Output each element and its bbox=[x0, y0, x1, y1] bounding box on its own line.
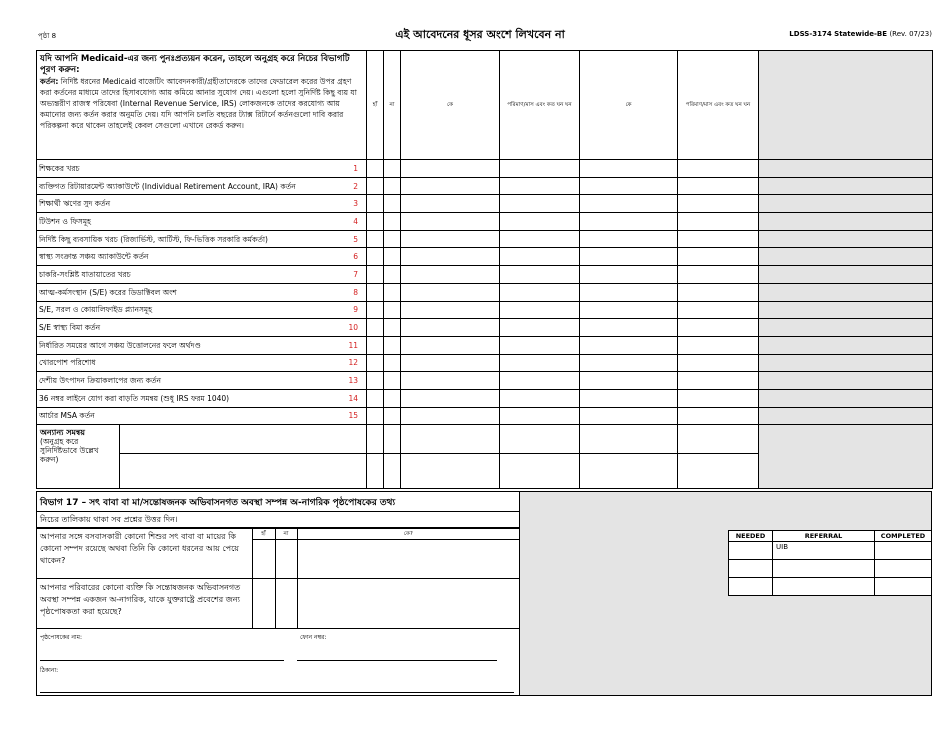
deduction-label bbox=[37, 160, 367, 178]
shaded-cell bbox=[759, 195, 933, 213]
deduction-row bbox=[37, 354, 933, 372]
sponsor-name-field[interactable] bbox=[40, 660, 284, 661]
referral-cell bbox=[773, 560, 875, 578]
deduction-row bbox=[37, 372, 933, 390]
amount-field[interactable] bbox=[678, 319, 759, 337]
amount-field[interactable] bbox=[678, 177, 759, 195]
deduction-label bbox=[37, 195, 367, 213]
deduction-text: খোরপোশ পরিশোধ bbox=[39, 358, 96, 368]
other-who-1-cell bbox=[401, 425, 500, 489]
who-field[interactable] bbox=[401, 319, 500, 337]
deductions-intro-title: যদি আপনি Medicaid-এর জন্য পুনঃপ্রত্যয়ন করেন, তাহলে অনুগ্রহ করে নিচের বিভাগটি পূরণ করুন: bbox=[40, 54, 350, 75]
referral-cell bbox=[875, 578, 932, 596]
who-field[interactable] bbox=[580, 301, 678, 319]
referral-cell: UIB bbox=[773, 542, 875, 560]
checkbox-no[interactable] bbox=[384, 283, 401, 301]
amount-field[interactable] bbox=[678, 336, 759, 354]
who-field[interactable] bbox=[401, 160, 500, 178]
deduction-row bbox=[37, 266, 933, 284]
who-field[interactable] bbox=[401, 248, 500, 266]
deduction-row bbox=[37, 160, 933, 178]
referral-row bbox=[729, 578, 932, 596]
who-field[interactable] bbox=[580, 160, 678, 178]
deduction-text: নির্দিষ্ট কিছু ব্যবসায়িক খরচ (রিজার্ভিস্ট, আর্টিস্ট, ফি-ভিত্তিক সরকারি কর্মকর্তা) bbox=[39, 234, 268, 244]
checkbox-yes[interactable] bbox=[367, 336, 384, 354]
referral-cell bbox=[875, 560, 932, 578]
referral-header: NEEDED bbox=[729, 531, 773, 542]
checkbox-yes[interactable] bbox=[367, 454, 383, 488]
checkbox-no[interactable] bbox=[384, 301, 401, 319]
amount-field[interactable] bbox=[500, 319, 580, 337]
referral-table bbox=[728, 530, 932, 596]
deduction-text: আর্চার MSA কর্তন bbox=[39, 411, 95, 421]
checkbox-yes[interactable] bbox=[367, 319, 384, 337]
col-amount-1: পরিমাণ/মাস এবং কত ঘন ঘন bbox=[500, 51, 580, 160]
deduction-text: ব্যক্তিগত রিটায়ারমেন্ট অ্যাকাউন্টে (Individual Retirement Account, IRA) কর্তন bbox=[39, 181, 296, 191]
deduction-text: শিক্ষকের খরচ bbox=[39, 163, 80, 173]
checkbox-yes[interactable] bbox=[367, 195, 384, 213]
who-field[interactable] bbox=[580, 230, 678, 248]
col-who-2: কে bbox=[580, 51, 678, 160]
other-adjustments-title: অন্যান্য সমন্বয় bbox=[40, 428, 85, 438]
section-17-questions bbox=[37, 528, 519, 629]
amount-field[interactable] bbox=[500, 354, 580, 372]
referral-header: COMPLETED bbox=[875, 531, 932, 542]
who-field[interactable] bbox=[401, 454, 499, 488]
who-field[interactable] bbox=[401, 213, 500, 231]
amount-field[interactable] bbox=[500, 283, 580, 301]
amount-field[interactable] bbox=[500, 266, 580, 284]
amount-field[interactable] bbox=[678, 426, 758, 454]
deduction-text: S/E স্বাস্থ্য বিমা কর্তন bbox=[39, 323, 101, 333]
checkbox-no[interactable] bbox=[275, 579, 297, 629]
phone-field[interactable] bbox=[297, 660, 497, 661]
col-amount-2: পরিমাণ/মাস এবং কত ঘন ঘন bbox=[678, 51, 759, 160]
checkbox-yes[interactable] bbox=[367, 248, 384, 266]
shaded-cell bbox=[759, 425, 933, 489]
checkbox-no[interactable] bbox=[384, 389, 401, 407]
who-field[interactable] bbox=[401, 266, 500, 284]
checkbox-no[interactable] bbox=[384, 319, 401, 337]
shaded-cell bbox=[759, 283, 933, 301]
amount-field[interactable] bbox=[678, 248, 759, 266]
checkbox-yes[interactable] bbox=[252, 540, 275, 579]
shaded-cell bbox=[759, 248, 933, 266]
shaded-cell bbox=[759, 301, 933, 319]
deduction-text: দেশীয় উৎপাদন ক্রিয়াকলাপের জন্য কর্তন bbox=[39, 376, 162, 386]
shaded-cell bbox=[759, 407, 933, 425]
amount-field[interactable] bbox=[678, 454, 758, 488]
other-adjustments-note: (অনুগ্রহ করে সুনির্দিষ্টভাবে উল্লেখ করুন) bbox=[40, 437, 99, 465]
deduction-label bbox=[37, 407, 367, 425]
deduction-label bbox=[37, 230, 367, 248]
other-adjustment-line-2[interactable] bbox=[119, 454, 366, 489]
question-stepparent: আপনার সঙ্গে বসবাসকারী কোনো শিশুর সৎ বাবা বা মায়ের কি কোনো সম্পদ রয়েছে অথবা তিনি কি কোনো ধরনের আয় পেয়ে থাকেন? bbox=[37, 529, 252, 579]
who-field[interactable] bbox=[580, 407, 678, 425]
deduction-text: নির্ধারিত সময়ের আগে সঞ্চয় উত্তোলনের ফলে অর্থদণ্ড bbox=[39, 340, 201, 350]
other-amount-2-cell bbox=[678, 425, 759, 489]
deduction-row bbox=[37, 319, 933, 337]
deduction-row bbox=[37, 230, 933, 248]
checkbox-no[interactable] bbox=[384, 248, 401, 266]
who-field[interactable] bbox=[580, 372, 678, 390]
other-adjustments-label bbox=[37, 425, 119, 488]
deduction-text: স্বাস্থ্য সংক্রান্ত সঞ্চয় অ্যাকাউন্টে কর্তন bbox=[39, 252, 149, 262]
checkbox-yes[interactable] bbox=[367, 266, 384, 284]
checkbox-no[interactable] bbox=[384, 230, 401, 248]
who-field[interactable] bbox=[401, 407, 500, 425]
deductions-label: কর্তন: bbox=[40, 77, 59, 86]
section-17-title: বিভাগ 17 – সৎ বাবা বা মা/সন্তোষজনক অভিবাসনগত অবস্থা সম্পন্ন অ-নাগরিক পৃষ্ঠপোষকের তথ্য bbox=[37, 492, 519, 512]
address-label: ঠিকানা: bbox=[40, 667, 59, 674]
shaded-cell bbox=[759, 372, 933, 390]
amount-field[interactable] bbox=[678, 266, 759, 284]
col-who-1: কে bbox=[401, 51, 500, 160]
who-field[interactable] bbox=[401, 177, 500, 195]
checkbox-no[interactable] bbox=[384, 177, 401, 195]
form-code: LDSS-3174 Statewide-BE bbox=[789, 30, 888, 38]
other-yes-cell bbox=[367, 425, 384, 489]
other-no-cell bbox=[384, 425, 401, 489]
deduction-label bbox=[37, 266, 367, 284]
referral-cell bbox=[729, 578, 773, 596]
deduction-row bbox=[37, 336, 933, 354]
amount-field[interactable] bbox=[678, 407, 759, 425]
who-field[interactable] bbox=[401, 372, 500, 390]
checkbox-no[interactable] bbox=[384, 213, 401, 231]
line-number: 10 bbox=[348, 323, 358, 333]
line-number: 14 bbox=[348, 393, 358, 403]
who-field[interactable] bbox=[401, 283, 500, 301]
q-col-who: কে? bbox=[297, 529, 519, 540]
line-number: 8 bbox=[353, 287, 358, 297]
amount-field[interactable] bbox=[678, 213, 759, 231]
amount-field[interactable] bbox=[500, 426, 579, 454]
shaded-cell bbox=[759, 230, 933, 248]
who-field[interactable] bbox=[580, 266, 678, 284]
deduction-row bbox=[37, 213, 933, 231]
referral-cell bbox=[773, 578, 875, 596]
deduction-label bbox=[37, 389, 367, 407]
who-field[interactable] bbox=[401, 336, 500, 354]
referral-cell bbox=[729, 560, 773, 578]
who-field[interactable] bbox=[297, 540, 519, 579]
line-number: 5 bbox=[353, 234, 358, 244]
gray-area-notice: এই আবেদনের ধূসর অংশে লিখবেন না bbox=[395, 28, 565, 41]
deduction-text: শিক্ষার্থী ঋণের সুদ কর্তন bbox=[39, 199, 111, 209]
amount-field[interactable] bbox=[500, 248, 580, 266]
amount-field[interactable] bbox=[678, 230, 759, 248]
line-number: 11 bbox=[348, 340, 358, 350]
amount-field[interactable] bbox=[500, 407, 580, 425]
checkbox-yes[interactable] bbox=[367, 389, 384, 407]
shaded-cell bbox=[759, 389, 933, 407]
deduction-row bbox=[37, 195, 933, 213]
referral-cell bbox=[729, 542, 773, 560]
referral-header: REFERRAL bbox=[773, 531, 875, 542]
checkbox-yes[interactable] bbox=[367, 407, 384, 425]
deduction-row bbox=[37, 283, 933, 301]
amount-field[interactable] bbox=[678, 301, 759, 319]
who-field[interactable] bbox=[401, 426, 499, 454]
amount-field[interactable] bbox=[678, 195, 759, 213]
line-number: 2 bbox=[353, 181, 358, 191]
form-id bbox=[789, 30, 932, 38]
form-revision: (Rev. 07/23) bbox=[889, 30, 932, 38]
who-field[interactable] bbox=[401, 230, 500, 248]
other-amount-1-cell bbox=[500, 425, 580, 489]
deduction-label bbox=[37, 213, 367, 231]
checkbox-yes[interactable] bbox=[367, 177, 384, 195]
shaded-cell bbox=[759, 160, 933, 178]
amount-field[interactable] bbox=[500, 372, 580, 390]
checkbox-yes[interactable] bbox=[252, 579, 275, 629]
checkbox-yes[interactable] bbox=[367, 213, 384, 231]
line-number: 15 bbox=[348, 411, 358, 421]
shaded-cell bbox=[759, 319, 933, 337]
who-field[interactable] bbox=[580, 454, 677, 488]
referral-row bbox=[729, 560, 932, 578]
deduction-row bbox=[37, 248, 933, 266]
other-adjustments-cell bbox=[37, 425, 367, 489]
shaded-cell bbox=[759, 336, 933, 354]
deduction-label bbox=[37, 319, 367, 337]
deduction-label bbox=[37, 177, 367, 195]
q-col-yes: হাঁ bbox=[252, 529, 275, 540]
deductions-intro bbox=[37, 51, 367, 160]
checkbox-no[interactable] bbox=[384, 407, 401, 425]
sponsor-name-label: পৃষ্ঠপোষকের নাম: bbox=[40, 634, 83, 641]
deduction-label bbox=[37, 283, 367, 301]
amount-field[interactable] bbox=[500, 213, 580, 231]
deduction-text: 36 নম্বর লাইনে যোগ করা বাড়তি সমন্বয় (শুধু IRS ফরম 1040) bbox=[39, 393, 230, 403]
q-col-no: না bbox=[275, 529, 297, 540]
checkbox-no[interactable] bbox=[384, 354, 401, 372]
deduction-text: S/E, সরল ও কোয়ালিফাইড প্ল্যানসমূহ bbox=[39, 305, 153, 315]
deduction-label bbox=[37, 354, 367, 372]
line-number: 4 bbox=[353, 216, 358, 226]
who-field[interactable] bbox=[401, 354, 500, 372]
deduction-text: টিউশন ও ফিসমূহ bbox=[39, 216, 91, 226]
shaded-cell bbox=[759, 213, 933, 231]
deductions-description: নির্দিষ্ট ধরনের Medicaid বাজেটিং আবেদনকারী/গ্রহীতাদেরকে তাদের ফেডারেল করের উপর গ্রহণ করা কর্তনের মাধ্যমে তাদের হিসাবযোগ্য আয় কমিয়ে আনার সুযোগ দেয়। এগুলো হলো সুনির্দিষ্ট কিছু ব্যয় যা অভ্যন্তরীণ রাজস্ব পরিষেবা (Internal Revenue Service, IRS) লোকজনকে তাদের করযোগ্য আয় কমানোর জন্য কর্তন করার অনুমতি দেয়। যদি আপনি চলতি বছরের ট্যাক্স রিটার্নে কর্তনগুলো দাবি করার পরিকল্পনা করে থাকেন তাহলেই কেবল সেগুলো এখানে রেকর্ড করুন। bbox=[40, 77, 357, 130]
shaded-cell bbox=[759, 51, 933, 160]
shaded-cell bbox=[759, 354, 933, 372]
phone-label: ফোন নম্বর: bbox=[300, 634, 327, 641]
deductions-table bbox=[36, 50, 933, 489]
checkbox-yes[interactable] bbox=[367, 426, 383, 454]
address-field[interactable] bbox=[40, 692, 514, 693]
deduction-row bbox=[37, 407, 933, 425]
who-field[interactable] bbox=[580, 354, 678, 372]
amount-field[interactable] bbox=[678, 160, 759, 178]
line-number: 7 bbox=[353, 269, 358, 279]
referral-cell bbox=[875, 542, 932, 560]
deduction-label bbox=[37, 336, 367, 354]
amount-field[interactable] bbox=[678, 372, 759, 390]
checkbox-yes[interactable] bbox=[367, 301, 384, 319]
col-yes: হাঁ bbox=[367, 51, 384, 160]
deduction-label bbox=[37, 372, 367, 390]
checkbox-yes[interactable] bbox=[367, 354, 384, 372]
checkbox-no[interactable] bbox=[384, 336, 401, 354]
who-field[interactable] bbox=[580, 336, 678, 354]
line-number: 9 bbox=[353, 305, 358, 315]
shaded-cell bbox=[759, 177, 933, 195]
line-number: 12 bbox=[348, 358, 358, 368]
checkbox-no[interactable] bbox=[384, 160, 401, 178]
other-who-2-cell bbox=[580, 425, 678, 489]
amount-field[interactable] bbox=[500, 195, 580, 213]
line-number: 6 bbox=[353, 252, 358, 262]
deduction-row bbox=[37, 389, 933, 407]
who-field[interactable] bbox=[580, 248, 678, 266]
checkbox-no[interactable] bbox=[384, 195, 401, 213]
who-field[interactable] bbox=[580, 177, 678, 195]
who-field[interactable] bbox=[580, 283, 678, 301]
who-field[interactable] bbox=[580, 195, 678, 213]
amount-field[interactable] bbox=[500, 177, 580, 195]
deduction-label bbox=[37, 248, 367, 266]
amount-field[interactable] bbox=[500, 389, 580, 407]
section-17-instruction: নিচের তালিকায় থাকা সব প্রশ্নের উত্তর দিন। bbox=[37, 512, 519, 528]
col-no: না bbox=[384, 51, 401, 160]
amount-field[interactable] bbox=[500, 160, 580, 178]
checkbox-yes[interactable] bbox=[367, 160, 384, 178]
who-field[interactable] bbox=[580, 213, 678, 231]
amount-field[interactable] bbox=[500, 230, 580, 248]
who-field[interactable] bbox=[401, 195, 500, 213]
deduction-text: চাকরি-সংশ্লিষ্ট যাতায়াতের খরচ bbox=[39, 269, 131, 279]
checkbox-no[interactable] bbox=[384, 372, 401, 390]
section-17 bbox=[36, 491, 520, 696]
who-field[interactable] bbox=[580, 319, 678, 337]
amount-field[interactable] bbox=[500, 301, 580, 319]
checkbox-no[interactable] bbox=[384, 266, 401, 284]
checkbox-no[interactable] bbox=[384, 454, 400, 488]
question-sponsored-noncitizen: আপনার পরিবারের কোনো ব্যক্তি কি সন্তোষজনক অভিবাসনগত অবস্থা সম্পন্ন একজন অ-নাগরিক, যাকে যুক্তরাষ্ট্রে প্রবেশের জন্য পৃষ্ঠপোষকতা করা হয়েছে? bbox=[37, 579, 252, 629]
who-field[interactable] bbox=[401, 301, 500, 319]
amount-field[interactable] bbox=[500, 454, 579, 488]
amount-field[interactable] bbox=[678, 283, 759, 301]
amount-field[interactable] bbox=[500, 336, 580, 354]
page-number: পৃষ্ঠা 8 bbox=[38, 32, 57, 40]
line-number: 1 bbox=[353, 163, 358, 173]
shaded-cell bbox=[759, 266, 933, 284]
line-number: 3 bbox=[353, 199, 358, 209]
line-number: 13 bbox=[348, 376, 358, 386]
checkbox-yes[interactable] bbox=[367, 283, 384, 301]
who-field[interactable] bbox=[580, 426, 677, 454]
other-adjustment-line-1[interactable] bbox=[119, 425, 366, 453]
amount-field[interactable] bbox=[678, 354, 759, 372]
amount-field[interactable] bbox=[678, 389, 759, 407]
referral-row bbox=[729, 542, 932, 560]
checkbox-no[interactable] bbox=[384, 426, 400, 454]
deduction-label bbox=[37, 301, 367, 319]
checkbox-no[interactable] bbox=[275, 540, 297, 579]
checkbox-yes[interactable] bbox=[367, 230, 384, 248]
who-field[interactable] bbox=[401, 389, 500, 407]
who-field[interactable] bbox=[580, 389, 678, 407]
deduction-row bbox=[37, 177, 933, 195]
deduction-text: আত্ম-কর্মসংস্থান (S/E) করের ডিডাক্টিবল অংশ bbox=[39, 287, 177, 297]
checkbox-yes[interactable] bbox=[367, 372, 384, 390]
deduction-row bbox=[37, 301, 933, 319]
who-field[interactable] bbox=[297, 579, 519, 629]
